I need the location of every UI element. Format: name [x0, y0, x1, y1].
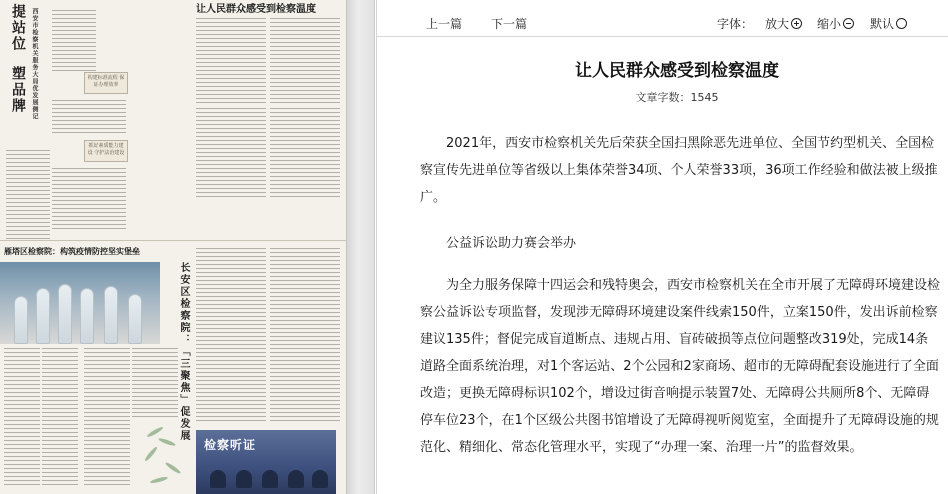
vertical-subtitle: 西安市检察机关服务大局优发展侧记 [31, 8, 38, 120]
photo-person [104, 286, 118, 344]
word-count: 文章字数：1545 [635, 91, 719, 104]
article-body [377, 38, 948, 494]
bamboo-leaf [144, 446, 159, 462]
photo-person [210, 470, 226, 488]
text-column [270, 108, 340, 198]
next-article-link[interactable]: 下一篇 [491, 17, 528, 31]
photo-person [312, 470, 328, 488]
bamboo-leaf [158, 437, 176, 447]
article-reader [376, 0, 948, 494]
vertical-title-1: 提站位 [10, 4, 26, 52]
text-column [270, 248, 340, 424]
prev-article-link[interactable]: 上一篇 [426, 17, 463, 31]
zoom-out-button[interactable] [817, 15, 854, 32]
photo-person [262, 470, 278, 488]
newspaper-page-image[interactable] [0, 0, 346, 494]
photo-banner: 检察听证 [204, 438, 257, 452]
text-column [196, 18, 266, 104]
photo-person [36, 288, 50, 344]
vertical-title-2: 塑品牌 [10, 66, 26, 114]
reset-label: 默认 [870, 17, 895, 31]
pane-splitter[interactable] [346, 0, 375, 494]
photo-person [80, 288, 94, 344]
photo-person [236, 470, 252, 488]
divider [0, 240, 346, 241]
minus-circle-icon [843, 18, 854, 29]
zoom-in-label: 放大 [765, 17, 790, 31]
circle-icon [896, 18, 907, 29]
plus-circle-icon [791, 18, 802, 29]
epidemic-staff-photo [0, 262, 160, 344]
text-column [6, 150, 50, 240]
bamboo-leaf [150, 476, 168, 485]
text-column [270, 18, 340, 104]
text-column [196, 248, 266, 424]
photo-person [58, 284, 72, 344]
text-column [196, 108, 266, 198]
zoom-in-button[interactable] [765, 15, 802, 32]
article-title: 让人民群众感受到检察温度 [575, 61, 779, 81]
article-subheading: 公益诉讼助力赛会举办 [446, 236, 577, 251]
reset-size-button[interactable] [870, 15, 907, 32]
zoom-out-label: 缩小 [817, 17, 842, 31]
font-size-label: 字体： [717, 17, 754, 31]
newspaper-box-1: 构建标准流程 保证办理效率 [84, 72, 128, 94]
text-column [4, 348, 40, 488]
article-paragraph: 2021年，西安市检察机关先后荣获全国扫黑除恶先进单位、全国节约型机关、全国检察宣传先进单位等省级以上集体荣誉34项、个人荣誉33项，36项工作经验和做法被上级推广。 [420, 136, 938, 205]
photo-person [14, 296, 28, 344]
text-column [42, 348, 78, 488]
vertical-title-3: 长安区检察院：「三聚焦」促发展 [178, 262, 189, 442]
text-column [52, 10, 96, 72]
hearing-photo [196, 430, 336, 494]
bamboo-leaf [164, 461, 181, 475]
reader-toolbar [377, 0, 948, 37]
bamboo-leaf [146, 426, 164, 438]
text-column [52, 168, 126, 230]
article-paragraph: 为全力服务保障十四运会和残特奥会，西安市检察机关在全市开展了无障碍环境建设检察公益诉讼专项监督，发现涉无障碍环境建设案件线索150件，立案150件，发出诉前检察建议135件；督促完成盲道断点、违规占用、盲砖破损等点位问题整改319处，完成14条道路全面系统治理，对1个客运站、2个公园和2家商场、超市的无障碍配套设施进行了全面改造；更换无障碍标识102个，增设过街音响提示装置7处、无障碍公共厕所8个、无障碍停车位23个，在1个区级公共图书馆增设了无障碍视听阅览室，全面提升了无障碍设施的规范化、精细化、常态化管理水平，实现了“办理一案、治理一片”的监督效果。 [420, 278, 941, 455]
newspaper-box-2: 抓好素质能力建设 守护法治建设 [84, 140, 128, 162]
text-column [84, 348, 130, 488]
photo-person [288, 470, 304, 488]
headline-top: 让人民群众感受到检察温度 [196, 4, 316, 15]
section-head: 雁塔区检察院：构筑疫情防控坚实堡垒 [4, 247, 140, 256]
text-column [52, 100, 126, 136]
text-column [132, 348, 178, 418]
photo-person [128, 294, 142, 344]
